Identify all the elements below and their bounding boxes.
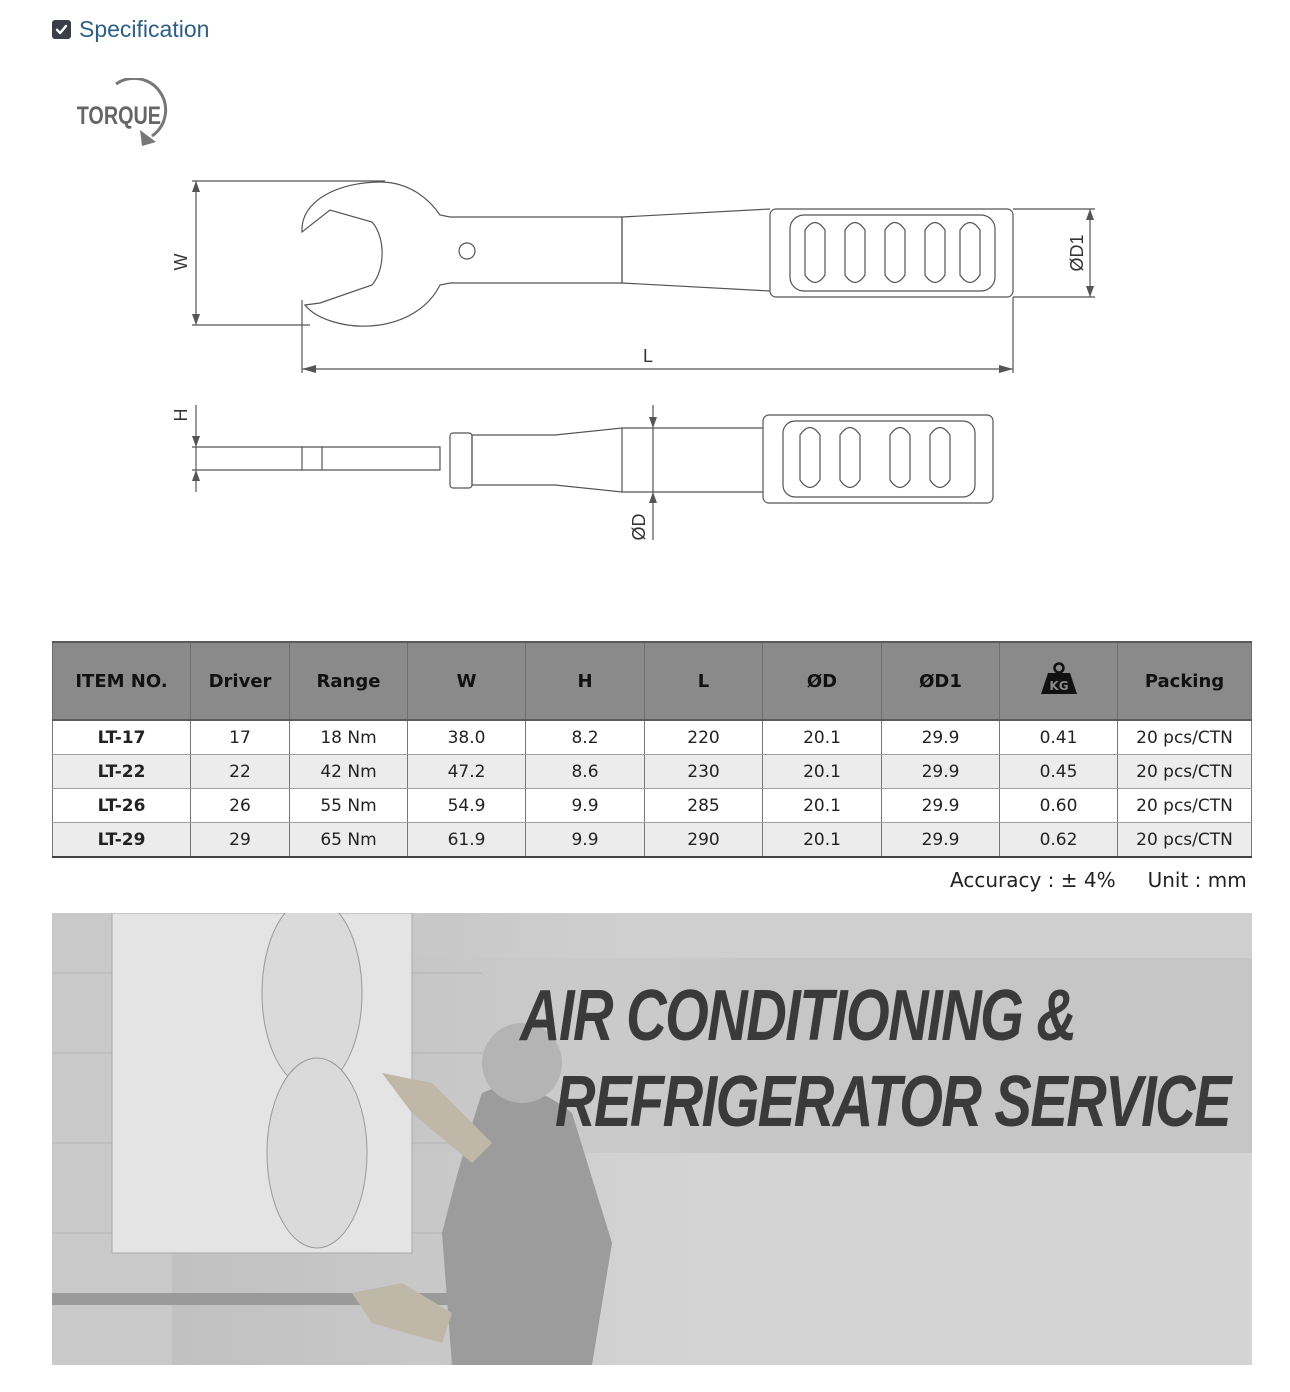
cell-w: 61.9 — [408, 823, 526, 858]
table-row — [53, 789, 1252, 823]
cell-od1: 29.9 — [882, 720, 1000, 755]
cell-od: 20.1 — [763, 720, 882, 755]
table-row — [53, 823, 1252, 858]
section-title[interactable]: Specification — [79, 15, 210, 42]
cell-w: 47.2 — [408, 755, 526, 789]
table-row — [53, 720, 1252, 755]
cell-w: 38.0 — [408, 720, 526, 755]
banner-headline-line2: REFRIGERATOR SERVICE — [555, 1062, 1231, 1142]
cell-weight: 0.62 — [1000, 823, 1118, 858]
cell-od1: 29.9 — [882, 823, 1000, 858]
wrench-technical-drawing — [150, 170, 1120, 560]
dim-label-od: ØD — [629, 513, 649, 541]
unit-note: Unit : mm — [1147, 868, 1247, 892]
col-header-range: Range — [290, 642, 408, 720]
cell-w: 54.9 — [408, 789, 526, 823]
spec-table — [52, 641, 1252, 858]
cell-h: 9.9 — [526, 823, 645, 858]
cell-packing: 20 pcs/CTN — [1118, 789, 1252, 823]
cell-od1: 29.9 — [882, 789, 1000, 823]
torque-logo-text: TORQUE — [76, 100, 161, 130]
cell-item-no: LT-22 — [53, 755, 191, 789]
cell-range: 55 Nm — [290, 789, 408, 823]
table-row — [53, 755, 1252, 789]
weight-kg-icon — [1039, 662, 1079, 696]
cell-l: 220 — [645, 720, 763, 755]
cell-l: 290 — [645, 823, 763, 858]
cell-l: 285 — [645, 789, 763, 823]
cell-h: 8.6 — [526, 755, 645, 789]
col-header-w: W — [408, 642, 526, 720]
cell-l: 230 — [645, 755, 763, 789]
col-header-od: ØD — [763, 642, 882, 720]
cell-packing: 20 pcs/CTN — [1118, 823, 1252, 858]
weight-kg-label: KG — [1048, 678, 1069, 693]
col-header-driver: Driver — [191, 642, 290, 720]
dim-label-l: L — [642, 346, 654, 366]
cell-od: 20.1 — [763, 823, 882, 858]
col-header-od1: ØD1 — [882, 642, 1000, 720]
cell-item-no: LT-29 — [53, 823, 191, 858]
col-header-weight — [1000, 642, 1118, 720]
torque-logo — [74, 78, 174, 148]
col-header-l: L — [645, 642, 763, 720]
cell-driver: 22 — [191, 755, 290, 789]
cell-range: 65 Nm — [290, 823, 408, 858]
col-header-packing: Packing — [1118, 642, 1252, 720]
cell-item-no: LT-26 — [53, 789, 191, 823]
cell-range: 42 Nm — [290, 755, 408, 789]
col-header-h: H — [526, 642, 645, 720]
cell-packing: 20 pcs/CTN — [1118, 720, 1252, 755]
cell-driver: 29 — [191, 823, 290, 858]
col-header-item-no: ITEM NO. — [53, 642, 191, 720]
dim-label-h: H — [171, 408, 191, 422]
checkbox-checked-icon[interactable] — [52, 20, 71, 39]
dim-label-od1: ØD1 — [1067, 234, 1087, 272]
banner-headline-line1: AIR CONDITIONING & — [520, 976, 1076, 1056]
cell-driver: 17 — [191, 720, 290, 755]
dim-label-w: W — [171, 253, 191, 271]
cell-weight: 0.45 — [1000, 755, 1118, 789]
cell-packing: 20 pcs/CTN — [1118, 755, 1252, 789]
cell-od: 20.1 — [763, 755, 882, 789]
cell-od1: 29.9 — [882, 755, 1000, 789]
table-footnotes — [950, 868, 1247, 892]
cell-h: 9.9 — [526, 789, 645, 823]
cell-weight: 0.41 — [1000, 720, 1118, 755]
application-banner — [52, 913, 1252, 1365]
section-header — [52, 14, 209, 44]
cell-item-no: LT-17 — [53, 720, 191, 755]
cell-range: 18 Nm — [290, 720, 408, 755]
accuracy-note: Accuracy : ± 4% — [950, 868, 1116, 892]
table-header-row — [53, 642, 1252, 720]
cell-weight: 0.60 — [1000, 789, 1118, 823]
cell-od: 20.1 — [763, 789, 882, 823]
cell-h: 8.2 — [526, 720, 645, 755]
cell-driver: 26 — [191, 789, 290, 823]
